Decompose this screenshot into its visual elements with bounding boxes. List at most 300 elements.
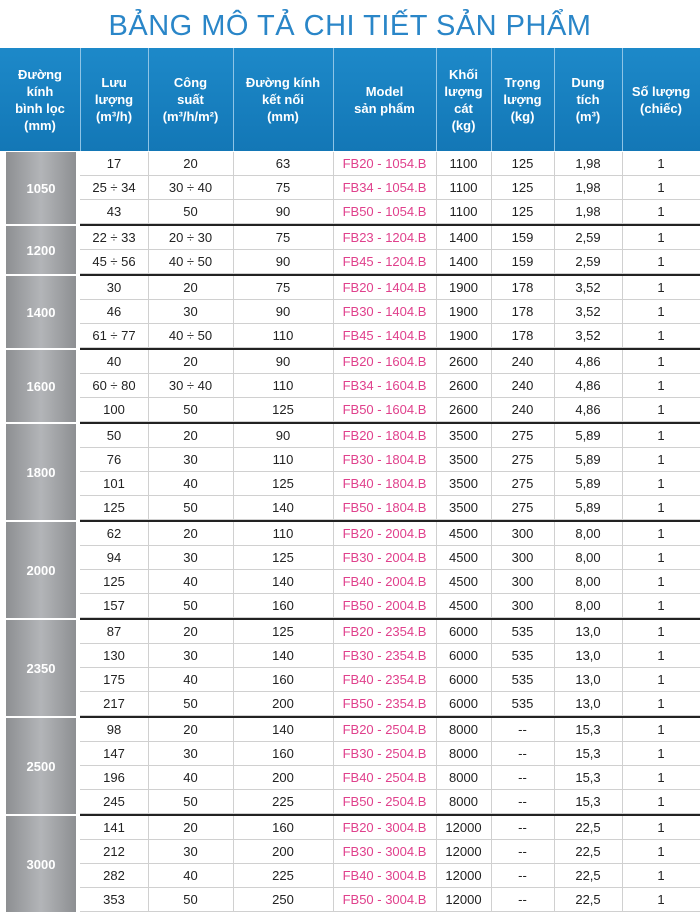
cell-sand-weight: 3500 xyxy=(449,476,478,491)
cell-weight: 535 xyxy=(511,696,534,711)
cell-capacity: 20 xyxy=(183,354,198,369)
cell-sand-weight: 1400 xyxy=(449,230,478,245)
diameter-label: 1050 xyxy=(6,152,76,224)
header-flow: Lưu lượng (m³/h) xyxy=(94,75,134,124)
table-row xyxy=(80,668,700,692)
cell-weight: 159 xyxy=(511,254,534,269)
cell-capacity: 20 xyxy=(183,624,198,639)
cell-connection: 125 xyxy=(272,624,294,639)
cell-quantity: 1 xyxy=(657,476,665,491)
table-row xyxy=(80,374,700,398)
cell-weight: 178 xyxy=(511,328,534,343)
cell-flow: 101 xyxy=(103,476,125,491)
column-divider xyxy=(491,620,492,716)
cell-quantity: 1 xyxy=(657,156,665,171)
table-row xyxy=(80,300,700,324)
cell-model: FB20 - 3004.B xyxy=(342,820,427,835)
diameter-label: 3000 xyxy=(6,816,76,912)
cell-weight: 240 xyxy=(511,378,534,393)
cell-weight: 178 xyxy=(511,280,534,295)
cell-model: FB20 - 1054.B xyxy=(342,156,427,171)
cell-capacity: 40 xyxy=(183,672,198,687)
cell-quantity: 1 xyxy=(657,624,665,639)
column-divider xyxy=(436,522,437,618)
cell-capacity: 50 xyxy=(183,696,198,711)
cell-sand-weight: 1900 xyxy=(449,280,478,295)
table-row xyxy=(80,398,700,422)
cell-quantity: 1 xyxy=(657,696,665,711)
column-divider xyxy=(333,226,334,274)
column-divider xyxy=(233,424,234,520)
cell-flow: 25 ÷ 34 xyxy=(92,180,136,195)
cell-volume: 8,00 xyxy=(575,526,601,541)
cell-sand-weight: 6000 xyxy=(449,696,478,711)
cell-capacity: 50 xyxy=(183,402,198,417)
cell-quantity: 1 xyxy=(657,500,665,515)
column-divider xyxy=(491,718,492,814)
column-divider xyxy=(554,718,555,814)
cell-capacity: 40 xyxy=(183,868,198,883)
cell-flow: 157 xyxy=(103,598,125,613)
cell-sand-weight: 12000 xyxy=(445,868,482,883)
column-divider xyxy=(148,424,149,520)
cell-volume: 15,3 xyxy=(575,770,601,785)
header-divider xyxy=(80,48,81,151)
cell-flow: 98 xyxy=(106,722,122,737)
cell-connection: 75 xyxy=(275,230,291,245)
cell-quantity: 1 xyxy=(657,794,665,809)
column-divider xyxy=(491,522,492,618)
group-1050 xyxy=(0,152,700,224)
group-1800 xyxy=(0,424,700,520)
cell-weight: 535 xyxy=(511,672,534,687)
cell-flow: 30 xyxy=(106,280,122,295)
cell-volume: 22,5 xyxy=(575,844,601,859)
cell-capacity: 50 xyxy=(183,500,198,515)
diameter-label: 2500 xyxy=(6,718,76,814)
column-divider xyxy=(233,522,234,618)
cell-volume: 13,0 xyxy=(575,696,601,711)
diameter-label: 2350 xyxy=(6,620,76,716)
cell-capacity: 20 xyxy=(183,280,198,295)
diameter-label: 1600 xyxy=(6,350,76,422)
cell-quantity: 1 xyxy=(657,452,665,467)
table-row xyxy=(80,816,700,840)
group-rows xyxy=(80,718,700,814)
cell-capacity: 30 xyxy=(183,844,198,859)
cell-connection: 200 xyxy=(272,696,294,711)
cell-sand-weight: 8000 xyxy=(449,746,478,761)
cell-model: FB30 - 2354.B xyxy=(342,648,427,663)
column-divider xyxy=(622,276,623,348)
cell-flow: 217 xyxy=(103,696,125,711)
header-divider xyxy=(148,48,149,151)
group-rows xyxy=(80,424,700,520)
cell-model: FB40 - 2354.B xyxy=(342,672,427,687)
cell-capacity: 40 ÷ 50 xyxy=(168,254,213,269)
cell-flow: 196 xyxy=(103,770,125,785)
cell-capacity: 40 xyxy=(183,574,198,589)
group-rows xyxy=(80,350,700,422)
cell-capacity: 20 ÷ 30 xyxy=(168,230,213,245)
cell-quantity: 1 xyxy=(657,844,665,859)
cell-connection: 140 xyxy=(272,722,294,737)
cell-connection: 110 xyxy=(272,378,294,393)
cell-capacity: 30 xyxy=(183,648,198,663)
cell-quantity: 1 xyxy=(657,304,665,319)
column-divider xyxy=(554,152,555,224)
cell-quantity: 1 xyxy=(657,550,665,565)
table-row xyxy=(80,176,700,200)
cell-capacity: 50 xyxy=(183,598,198,613)
table-row xyxy=(80,546,700,570)
header-divider xyxy=(333,48,334,151)
header-divider xyxy=(554,48,555,151)
cell-flow: 87 xyxy=(106,624,122,639)
cell-model: FB45 - 1404.B xyxy=(342,328,427,343)
cell-quantity: 1 xyxy=(657,180,665,195)
cell-volume: 8,00 xyxy=(575,598,601,613)
header-model: Model sản phẩm xyxy=(354,83,415,116)
cell-flow: 50 xyxy=(106,428,122,443)
cell-sand-weight: 2600 xyxy=(449,402,478,417)
cell-model: FB20 - 2004.B xyxy=(342,526,427,541)
cell-model: FB30 - 3004.B xyxy=(342,844,427,859)
column-divider xyxy=(491,816,492,912)
column-divider xyxy=(233,152,234,224)
header-weight: Trọng lượng (kg) xyxy=(503,75,542,124)
column-divider xyxy=(554,350,555,422)
column-divider xyxy=(491,276,492,348)
cell-connection: 250 xyxy=(272,892,294,907)
cell-quantity: 1 xyxy=(657,428,665,443)
cell-weight: 125 xyxy=(511,156,534,171)
column-divider xyxy=(622,226,623,274)
cell-volume: 3,52 xyxy=(575,328,601,343)
page-title: BẢNG MÔ TẢ CHI TIẾT SẢN PHẨM xyxy=(108,10,592,42)
table-row xyxy=(80,692,700,716)
cell-weight: -- xyxy=(518,868,527,883)
group-2350 xyxy=(0,620,700,716)
cell-volume: 13,0 xyxy=(575,624,601,639)
cell-volume: 1,98 xyxy=(575,156,601,171)
header-divider xyxy=(233,48,234,151)
cell-quantity: 1 xyxy=(657,378,665,393)
cell-weight: -- xyxy=(518,746,527,761)
column-divider xyxy=(148,226,149,274)
cell-weight: 125 xyxy=(511,180,534,195)
cell-volume: 15,3 xyxy=(575,722,601,737)
cell-model: FB50 - 1804.B xyxy=(342,500,427,515)
header-diameter: Đường kính bình lọc (mm) xyxy=(15,66,65,133)
column-divider xyxy=(622,350,623,422)
table-row xyxy=(80,496,700,520)
column-divider xyxy=(491,424,492,520)
cell-capacity: 30 xyxy=(183,452,198,467)
group-1600 xyxy=(0,350,700,422)
column-divider xyxy=(233,350,234,422)
column-divider xyxy=(148,718,149,814)
header-divider xyxy=(436,48,437,151)
table-row xyxy=(80,350,700,374)
cell-connection: 140 xyxy=(272,648,294,663)
cell-sand-weight: 12000 xyxy=(445,820,482,835)
column-divider xyxy=(622,522,623,618)
column-divider xyxy=(554,226,555,274)
cell-sand-weight: 12000 xyxy=(445,892,482,907)
cell-connection: 75 xyxy=(275,280,291,295)
cell-flow: 141 xyxy=(103,820,125,835)
cell-weight: -- xyxy=(518,820,527,835)
header-connection: Đường kính kết nối (mm) xyxy=(245,75,321,124)
cell-model: FB50 - 1054.B xyxy=(342,204,427,219)
cell-connection: 125 xyxy=(272,550,294,565)
cell-sand-weight: 2600 xyxy=(449,378,478,393)
column-divider xyxy=(622,816,623,912)
cell-connection: 110 xyxy=(272,452,294,467)
column-divider xyxy=(622,718,623,814)
table-row xyxy=(80,250,700,274)
cell-connection: 225 xyxy=(272,868,294,883)
cell-flow: 45 ÷ 56 xyxy=(92,254,136,269)
table-row xyxy=(80,472,700,496)
cell-connection: 63 xyxy=(275,156,291,171)
group-rows xyxy=(80,226,700,274)
table-row xyxy=(80,718,700,742)
table-row xyxy=(80,276,700,300)
column-divider xyxy=(148,276,149,348)
cell-connection: 140 xyxy=(272,574,294,589)
cell-volume: 4,86 xyxy=(575,378,601,393)
cell-weight: 275 xyxy=(511,452,534,467)
cell-flow: 40 xyxy=(106,354,122,369)
cell-quantity: 1 xyxy=(657,746,665,761)
cell-model: FB50 - 2504.B xyxy=(342,794,427,809)
cell-model: FB40 - 3004.B xyxy=(342,868,427,883)
cell-quantity: 1 xyxy=(657,598,665,613)
cell-capacity: 50 xyxy=(183,204,198,219)
cell-sand-weight: 3500 xyxy=(449,452,478,467)
cell-flow: 147 xyxy=(103,746,125,761)
group-1200 xyxy=(0,226,700,274)
cell-capacity: 50 xyxy=(183,794,198,809)
cell-flow: 125 xyxy=(103,500,125,515)
column-divider xyxy=(622,152,623,224)
table-row xyxy=(80,864,700,888)
cell-capacity: 40 xyxy=(183,476,198,491)
cell-volume: 22,5 xyxy=(575,868,601,883)
cell-volume: 3,52 xyxy=(575,280,601,295)
column-divider xyxy=(436,152,437,224)
cell-volume: 15,3 xyxy=(575,794,601,809)
cell-capacity: 20 xyxy=(183,156,198,171)
cell-sand-weight: 3500 xyxy=(449,428,478,443)
column-divider xyxy=(554,522,555,618)
cell-quantity: 1 xyxy=(657,526,665,541)
cell-model: FB23 - 1204.B xyxy=(342,230,427,245)
column-divider xyxy=(148,522,149,618)
table-row xyxy=(80,742,700,766)
cell-connection: 90 xyxy=(275,254,291,269)
group-rows xyxy=(80,816,700,912)
cell-weight: -- xyxy=(518,794,527,809)
table-row xyxy=(80,226,700,250)
cell-model: FB20 - 1604.B xyxy=(342,354,427,369)
column-divider xyxy=(333,152,334,224)
cell-capacity: 30 ÷ 40 xyxy=(168,378,213,393)
cell-flow: 76 xyxy=(106,452,122,467)
cell-weight: -- xyxy=(518,770,527,785)
cell-volume: 5,89 xyxy=(575,428,601,443)
column-divider xyxy=(333,816,334,912)
cell-model: FB20 - 1804.B xyxy=(342,428,427,443)
cell-model: FB30 - 2504.B xyxy=(342,746,427,761)
cell-weight: 275 xyxy=(511,476,534,491)
cell-flow: 212 xyxy=(103,844,125,859)
cell-weight: -- xyxy=(518,892,527,907)
cell-capacity: 20 xyxy=(183,820,198,835)
cell-sand-weight: 8000 xyxy=(449,722,478,737)
column-divider xyxy=(233,718,234,814)
cell-capacity: 20 xyxy=(183,428,198,443)
diameter-label: 1400 xyxy=(6,276,76,348)
cell-connection: 75 xyxy=(275,180,291,195)
cell-quantity: 1 xyxy=(657,868,665,883)
cell-quantity: 1 xyxy=(657,892,665,907)
cell-model: FB30 - 2004.B xyxy=(342,550,427,565)
cell-volume: 4,86 xyxy=(575,354,601,369)
cell-model: FB20 - 2504.B xyxy=(342,722,427,737)
table-row xyxy=(80,594,700,618)
column-divider xyxy=(333,276,334,348)
column-divider xyxy=(333,522,334,618)
column-divider xyxy=(622,424,623,520)
table-row xyxy=(80,644,700,668)
cell-volume: 13,0 xyxy=(575,672,601,687)
cell-sand-weight: 4500 xyxy=(449,550,478,565)
cell-quantity: 1 xyxy=(657,230,665,245)
cell-flow: 175 xyxy=(103,672,125,687)
cell-volume: 4,86 xyxy=(575,402,601,417)
cell-connection: 160 xyxy=(272,746,294,761)
cell-volume: 5,89 xyxy=(575,476,601,491)
cell-weight: 300 xyxy=(511,526,534,541)
column-divider xyxy=(436,718,437,814)
cell-connection: 160 xyxy=(272,598,294,613)
cell-flow: 17 xyxy=(106,156,122,171)
cell-flow: 94 xyxy=(106,550,122,565)
group-3000 xyxy=(0,816,700,912)
cell-connection: 110 xyxy=(272,328,294,343)
cell-weight: 300 xyxy=(511,574,534,589)
group-rows xyxy=(80,152,700,224)
cell-connection: 90 xyxy=(275,204,291,219)
header-divider xyxy=(491,48,492,151)
cell-flow: 130 xyxy=(103,648,125,663)
cell-flow: 22 ÷ 33 xyxy=(92,230,136,245)
column-divider xyxy=(233,276,234,348)
column-divider xyxy=(436,276,437,348)
cell-quantity: 1 xyxy=(657,254,665,269)
column-divider xyxy=(233,226,234,274)
cell-sand-weight: 4500 xyxy=(449,574,478,589)
group-2000 xyxy=(0,522,700,618)
cell-flow: 245 xyxy=(103,794,125,809)
cell-connection: 140 xyxy=(272,500,294,515)
table-row xyxy=(80,448,700,472)
cell-model: FB50 - 1604.B xyxy=(342,402,427,417)
cell-connection: 125 xyxy=(272,402,294,417)
diameter-label: 2000 xyxy=(6,522,76,618)
cell-volume: 2,59 xyxy=(575,254,601,269)
column-divider xyxy=(622,620,623,716)
column-divider xyxy=(491,152,492,224)
cell-weight: 275 xyxy=(511,428,534,443)
group-rows xyxy=(80,620,700,716)
cell-model: FB20 - 1404.B xyxy=(342,280,427,295)
cell-volume: 5,89 xyxy=(575,452,601,467)
cell-flow: 62 xyxy=(106,526,122,541)
cell-connection: 160 xyxy=(272,672,294,687)
header-volume: Dung tích (m³) xyxy=(571,75,605,124)
column-divider xyxy=(491,226,492,274)
cell-sand-weight: 1400 xyxy=(449,254,478,269)
group-rows xyxy=(80,522,700,618)
cell-sand-weight: 8000 xyxy=(449,794,478,809)
cell-flow: 353 xyxy=(103,892,125,907)
cell-sand-weight: 3500 xyxy=(449,500,478,515)
cell-model: FB20 - 2354.B xyxy=(342,624,427,639)
cell-weight: 275 xyxy=(511,500,534,515)
cell-volume: 5,89 xyxy=(575,500,601,515)
cell-sand-weight: 1900 xyxy=(449,304,478,319)
cell-quantity: 1 xyxy=(657,574,665,589)
cell-sand-weight: 4500 xyxy=(449,598,478,613)
cell-flow: 46 xyxy=(106,304,122,319)
cell-volume: 2,59 xyxy=(575,230,601,245)
cell-sand-weight: 1900 xyxy=(449,328,478,343)
cell-quantity: 1 xyxy=(657,280,665,295)
cell-capacity: 20 xyxy=(183,722,198,737)
product-table xyxy=(0,152,700,907)
cell-capacity: 30 ÷ 40 xyxy=(168,180,213,195)
cell-connection: 200 xyxy=(272,770,294,785)
column-divider xyxy=(148,152,149,224)
cell-model: FB30 - 1804.B xyxy=(342,452,427,467)
cell-connection: 110 xyxy=(272,526,294,541)
cell-quantity: 1 xyxy=(657,820,665,835)
cell-sand-weight: 1100 xyxy=(449,180,478,195)
column-divider xyxy=(554,424,555,520)
cell-quantity: 1 xyxy=(657,648,665,663)
cell-volume: 3,52 xyxy=(575,304,601,319)
cell-volume: 15,3 xyxy=(575,746,601,761)
column-divider xyxy=(436,620,437,716)
cell-sand-weight: 2600 xyxy=(449,354,478,369)
cell-capacity: 40 ÷ 50 xyxy=(168,328,213,343)
group-rows xyxy=(80,276,700,348)
cell-quantity: 1 xyxy=(657,354,665,369)
table-row xyxy=(80,424,700,448)
cell-volume: 8,00 xyxy=(575,550,601,565)
cell-quantity: 1 xyxy=(657,722,665,737)
cell-capacity: 40 xyxy=(183,770,198,785)
cell-flow: 125 xyxy=(103,574,125,589)
cell-volume: 22,5 xyxy=(575,820,601,835)
cell-volume: 1,98 xyxy=(575,204,601,219)
header-divider xyxy=(622,48,623,151)
cell-weight: 159 xyxy=(511,230,534,245)
